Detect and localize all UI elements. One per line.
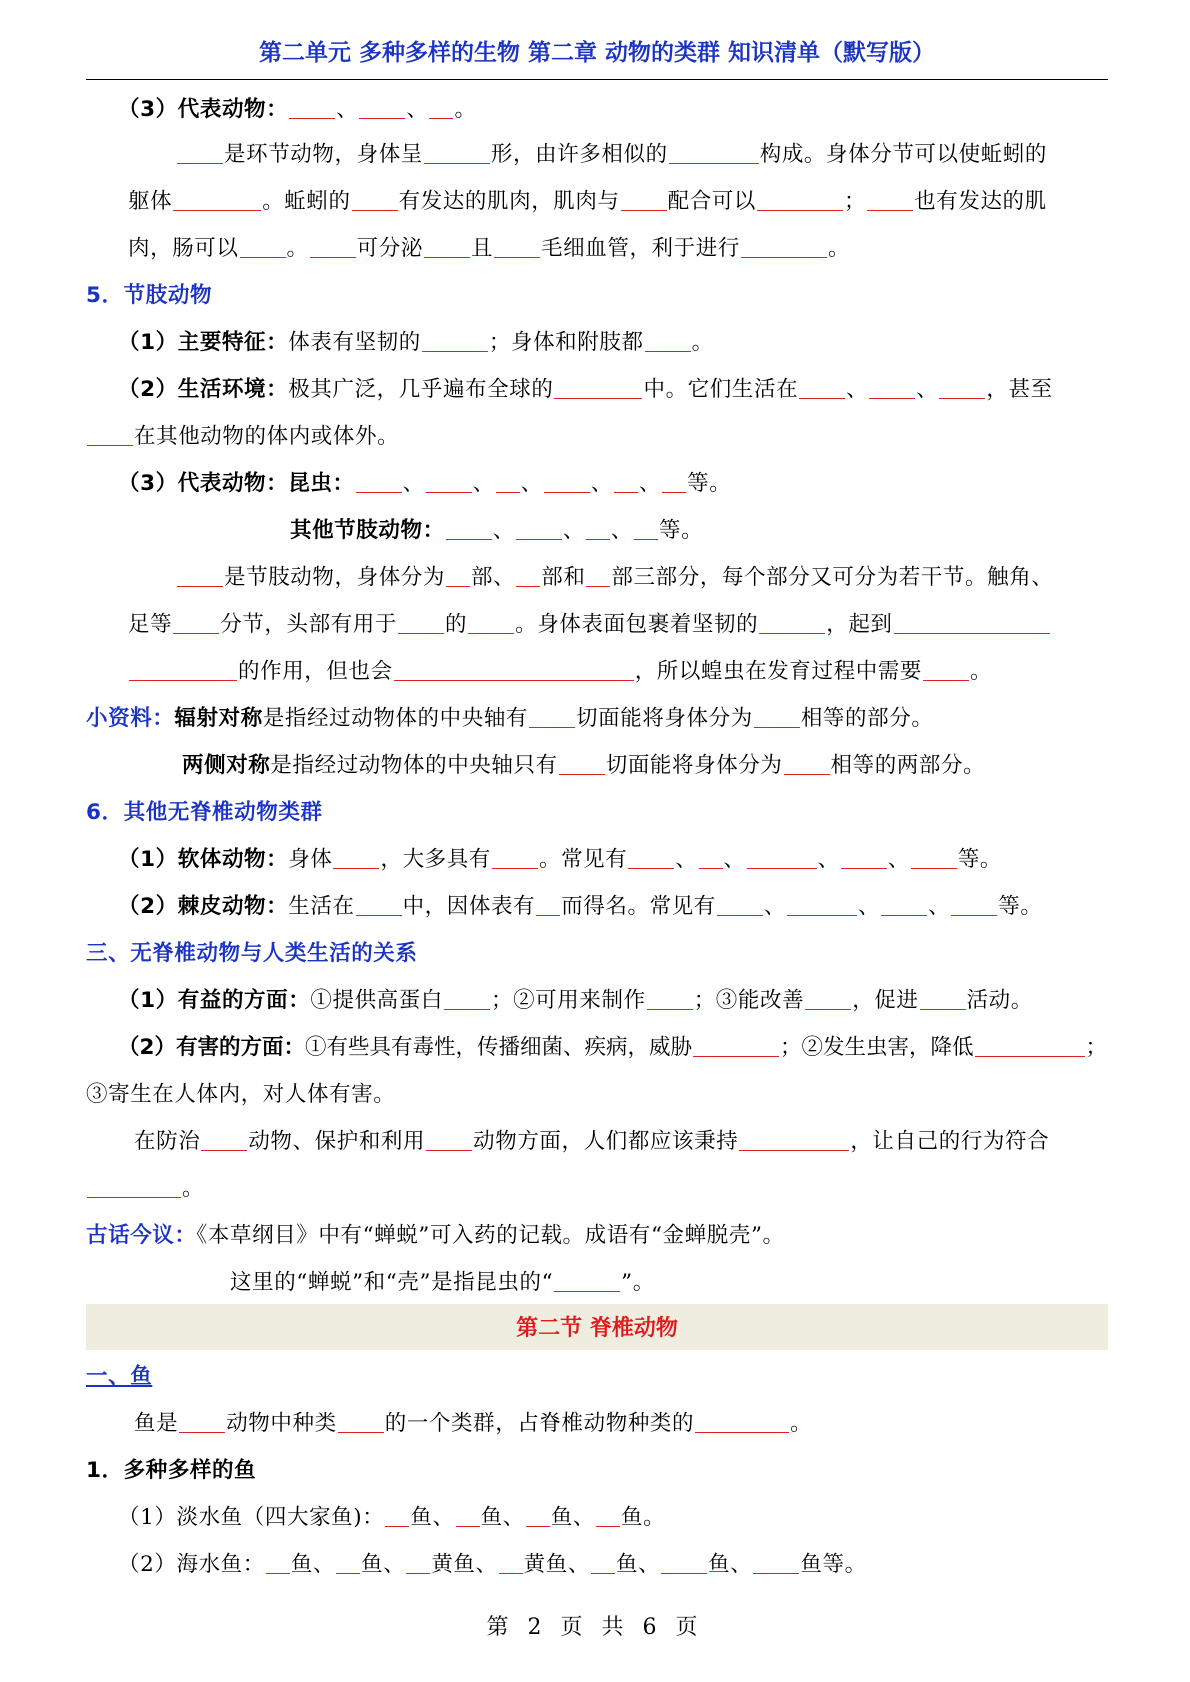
text-segment: 中，因体表有 xyxy=(402,894,536,919)
text-segment: 《本草纲目》中有“蝉蜕”可入药的记载。成语有“金蝉脱壳”。 xyxy=(196,1223,785,1248)
fill-in-blank[interactable] xyxy=(586,564,610,587)
fill-in-blank[interactable] xyxy=(628,846,674,869)
text-segment: （2）生活环境： xyxy=(118,377,289,402)
text-segment: 是指经过动物体的中央轴有 xyxy=(262,706,529,731)
text-segment: 切面能将身体分为 xyxy=(576,706,753,731)
line-other-arthropods xyxy=(290,515,703,547)
text-segment: 、 xyxy=(846,377,869,402)
fill-in-blank[interactable] xyxy=(289,96,335,119)
fill-in-blank[interactable] xyxy=(841,846,887,869)
text-segment: ； xyxy=(1085,1035,1108,1060)
text-segment: 、 xyxy=(520,471,543,496)
text-segment: 且 xyxy=(470,236,494,261)
fill-in-blank[interactable] xyxy=(356,470,402,493)
fill-in-blank[interactable] xyxy=(591,1551,615,1574)
text-segment: 在防治 xyxy=(134,1129,201,1154)
fill-in-blank[interactable] xyxy=(621,188,667,211)
fill-in-blank[interactable] xyxy=(554,1269,620,1292)
text-segment: 形，由许多相似的 xyxy=(490,142,668,167)
text-segment: 。 xyxy=(182,1176,205,1201)
text-segment: ；②可用来制作 xyxy=(490,988,646,1013)
line-earthworm-3 xyxy=(128,233,850,265)
text-segment: 。 xyxy=(286,236,309,261)
text-segment: 等。 xyxy=(659,518,704,543)
text-segment: （1）淡水鱼（四大家鱼)： xyxy=(118,1505,385,1530)
text-segment: 、 xyxy=(916,377,939,402)
section-relation-heading: 三、无脊椎动物与人类生活的关系 xyxy=(86,941,418,966)
fill-in-blank[interactable] xyxy=(424,141,490,164)
line-beneficial xyxy=(118,985,1033,1017)
text-segment: 等。 xyxy=(957,847,1003,872)
fill-in-blank[interactable] xyxy=(753,1551,799,1574)
fill-in-blank[interactable] xyxy=(669,141,759,164)
text-segment: 动物、保护和利用 xyxy=(248,1129,426,1154)
fill-in-blank[interactable] xyxy=(129,658,237,681)
text-segment: 其他节肢动物： xyxy=(290,518,445,543)
text-segment: 相等的两部分。 xyxy=(830,753,986,778)
line-fish-intro xyxy=(134,1408,812,1440)
fill-in-blank[interactable] xyxy=(444,987,490,1010)
text-segment: ； xyxy=(844,189,867,214)
text-segment: 。 xyxy=(790,1411,813,1436)
line-earthworm-representatives: （3）代表动物： 、 、 。 xyxy=(118,97,477,122)
fill-in-blank[interactable] xyxy=(645,329,691,352)
fill-in-blank[interactable] xyxy=(240,235,286,258)
fill-in-blank[interactable] xyxy=(446,564,470,587)
text-segment: 、 xyxy=(475,1552,498,1577)
text-segment: ；②发生虫害，降低 xyxy=(779,1035,974,1060)
text-segment: 部、 xyxy=(471,565,516,590)
fill-in-blank[interactable] xyxy=(799,376,845,399)
text-segment: 躯体 xyxy=(128,189,173,214)
line-earthworm-2 xyxy=(128,186,1047,218)
text-segment: 、 xyxy=(763,894,786,919)
page-footer: 第 2 页 共 6 页 xyxy=(486,1615,704,1640)
fill-in-blank[interactable] xyxy=(352,188,398,211)
text-segment: 、 xyxy=(928,894,951,919)
line-attitude-2 xyxy=(86,1173,204,1205)
text-segment: 、 xyxy=(590,471,613,496)
fill-in-blank[interactable] xyxy=(492,846,538,869)
text-segment: 、 xyxy=(610,518,634,543)
page-header-title: 第二单元 多种多样的生物 第二章 动物的类群 知识清单（默写版） xyxy=(258,40,936,66)
text-segment: （1）有益的方面： xyxy=(118,988,311,1013)
fill-in-blank[interactable] xyxy=(754,705,800,728)
text-segment: ”。 xyxy=(621,1270,655,1295)
line-attitude-1 xyxy=(134,1126,1049,1158)
text-segment: 的 xyxy=(445,612,468,637)
line-arthropod-habitat-2 xyxy=(86,421,399,453)
fill-in-blank[interactable] xyxy=(787,893,857,916)
fill-in-blank[interactable] xyxy=(911,846,957,869)
fill-in-blank[interactable] xyxy=(869,376,915,399)
text-segment: ，让自己的行为符合 xyxy=(850,1129,1050,1154)
fill-in-blank[interactable] xyxy=(499,1551,523,1574)
text-segment: 部和 xyxy=(541,565,586,590)
fill-in-blank[interactable] xyxy=(173,188,261,211)
fill-in-blank[interactable] xyxy=(939,376,985,399)
text-segment: 是环节动物，身体呈 xyxy=(224,142,423,167)
text-segment: 。身体表面包裹着坚韧的 xyxy=(515,612,759,637)
fill-in-blank[interactable] xyxy=(385,1504,409,1527)
text-segment: 、 xyxy=(432,1505,455,1530)
text-segment: 、 xyxy=(336,97,359,122)
line-harmful xyxy=(118,1032,1107,1064)
fill-in-blank[interactable] xyxy=(586,517,610,540)
fill-in-blank[interactable] xyxy=(596,1504,620,1527)
section-other-invertebrates-heading: 6．其他无脊椎动物类群 xyxy=(86,800,323,825)
text-segment: （3）代表动物： xyxy=(118,97,289,122)
text-segment: 鱼 xyxy=(361,1552,384,1577)
text-segment: 、 xyxy=(675,847,698,872)
text-segment: ①有些具有毒性，传播细菌、疾病，威胁 xyxy=(304,1035,692,1060)
line-earthworm-1 xyxy=(176,139,1047,171)
header-divider xyxy=(86,79,1108,80)
line-marine-fish xyxy=(118,1549,867,1581)
line-arthropod-features xyxy=(118,327,714,359)
fill-in-blank[interactable] xyxy=(179,1410,225,1433)
text-segment: 配合可以 xyxy=(667,189,757,214)
fill-in-blank[interactable] xyxy=(923,658,969,681)
line-ancient-saying xyxy=(86,1220,785,1252)
text-segment: （1）软体动物： xyxy=(118,847,289,872)
text-segment: 、 xyxy=(567,1552,590,1577)
text-segment: 是节肢动物，身体分为 xyxy=(224,565,446,590)
fill-in-blank[interactable] xyxy=(424,235,470,258)
text-segment: 鱼 xyxy=(550,1505,573,1530)
fill-in-blank[interactable] xyxy=(456,1504,480,1527)
fill-in-blank[interactable] xyxy=(544,470,590,493)
fill-in-blank[interactable] xyxy=(661,1551,707,1574)
text-segment: 、 xyxy=(639,471,662,496)
text-segment: 足等 xyxy=(128,612,173,637)
text-segment: 小资料： xyxy=(86,706,175,731)
text-segment: 、 xyxy=(887,847,910,872)
fill-in-blank[interactable] xyxy=(881,893,927,916)
fill-in-blank[interactable] xyxy=(394,658,634,681)
fill-in-blank[interactable] xyxy=(516,564,540,587)
text-segment: 、 xyxy=(402,471,425,496)
fill-in-blank[interactable] xyxy=(426,470,472,493)
fill-in-blank[interactable] xyxy=(422,329,488,352)
text-segment: 鱼是 xyxy=(134,1411,179,1436)
fill-in-blank[interactable] xyxy=(446,517,492,540)
text-segment: 构成。身体分节可以使蚯蚓的 xyxy=(759,142,1048,167)
line-ancient-saying-2 xyxy=(230,1267,655,1299)
fill-in-blank[interactable] xyxy=(266,1551,290,1574)
fill-in-blank[interactable] xyxy=(494,235,540,258)
fill-in-blank[interactable] xyxy=(975,1034,1085,1057)
text-segment: 是指经过动物体的中央轴只有 xyxy=(270,753,558,778)
text-segment: 鱼 xyxy=(290,1552,313,1577)
line-locust-3 xyxy=(128,656,992,688)
fill-in-blank[interactable] xyxy=(662,470,686,493)
line-harmful-2 xyxy=(86,1079,395,1111)
text-segment: 等。 xyxy=(998,894,1043,919)
fill-in-blank[interactable] xyxy=(894,611,1050,634)
text-segment: 、 xyxy=(723,847,746,872)
text-segment: 、 xyxy=(817,847,840,872)
fill-in-blank[interactable] xyxy=(177,141,223,164)
fill-in-blank[interactable] xyxy=(759,611,825,634)
text-segment: 动物方面，人们都应该秉持 xyxy=(473,1129,739,1154)
text-segment: 也有发达的肌 xyxy=(914,189,1047,214)
line-mollusks xyxy=(118,844,1002,876)
text-segment: ，甚至 xyxy=(986,377,1053,402)
line-locust-2 xyxy=(128,609,1051,641)
section-vertebrates-title: 第二节 脊椎动物 xyxy=(516,1316,678,1341)
fill-in-blank[interactable] xyxy=(496,470,520,493)
text-segment: 。 xyxy=(827,236,851,261)
text-segment: 鱼 xyxy=(708,1552,731,1577)
text-segment: 而得名。常见有 xyxy=(561,894,716,919)
text-segment: ，大多具有 xyxy=(380,847,491,872)
section-fish-heading: 一、鱼 xyxy=(86,1364,153,1389)
text-segment: ，促进 xyxy=(852,988,919,1013)
fill-in-blank[interactable] xyxy=(554,376,642,399)
text-segment: 等。 xyxy=(687,471,732,496)
text-segment: 切面能将身体分为 xyxy=(605,753,783,778)
text-segment: 生活在 xyxy=(288,894,355,919)
section-fish-variety-heading: 1．多种多样的鱼 xyxy=(86,1458,257,1483)
line-insect-representatives xyxy=(118,468,731,500)
text-segment: 鱼 xyxy=(615,1552,639,1577)
fill-in-blank[interactable] xyxy=(784,752,830,775)
text-segment: ，所以蝗虫在发育过程中需要 xyxy=(634,659,923,684)
line-info-bilateral xyxy=(182,750,985,782)
text-segment: 。 xyxy=(691,330,714,355)
text-segment: 鱼 xyxy=(410,1505,433,1530)
fill-in-blank[interactable] xyxy=(356,893,402,916)
fill-in-blank[interactable] xyxy=(920,987,966,1010)
text-segment: 极其广泛，几乎遍布全球的 xyxy=(288,377,554,402)
text-segment: 鱼等。 xyxy=(800,1552,867,1577)
text-segment: 分节，头部有用于 xyxy=(220,612,398,637)
fill-in-blank[interactable] xyxy=(699,846,723,869)
text-segment: （2）有害的方面： xyxy=(118,1035,305,1060)
line-echinoderms xyxy=(118,891,1042,923)
text-segment: 在其他动物的体内或体外。 xyxy=(134,424,400,449)
text-segment: 活动。 xyxy=(966,988,1033,1013)
text-segment: 、 xyxy=(492,518,515,543)
text-segment: 的一个类群，占脊椎动物种类的 xyxy=(384,1411,695,1436)
fill-in-blank[interactable] xyxy=(717,893,763,916)
text-segment: 肉，肠可以 xyxy=(128,236,239,261)
fill-in-blank[interactable] xyxy=(647,987,693,1010)
fill-in-blank[interactable] xyxy=(426,1128,472,1151)
fill-in-blank[interactable] xyxy=(951,893,997,916)
fill-in-blank[interactable] xyxy=(201,1128,247,1151)
fill-in-blank[interactable] xyxy=(559,752,605,775)
text-segment: 体表有坚韧的 xyxy=(288,330,421,355)
text-segment: 可分泌 xyxy=(356,236,423,261)
fill-in-blank[interactable] xyxy=(177,564,223,587)
fill-in-blank[interactable] xyxy=(634,517,658,540)
text-segment: （2）棘皮动物： xyxy=(118,894,289,919)
text-segment: 这里的“蝉蜕”和“壳”是指昆虫的“ xyxy=(230,1270,554,1295)
text-segment: 古话今议： xyxy=(86,1223,197,1248)
line-freshwater-fish xyxy=(118,1502,665,1534)
text-segment: ③寄生在人体内，对人体有害。 xyxy=(86,1082,396,1107)
text-segment: 、 xyxy=(313,1552,336,1577)
fill-in-blank[interactable] xyxy=(468,611,514,634)
text-segment: ，起到 xyxy=(826,612,893,637)
fill-in-blank[interactable] xyxy=(87,1175,181,1198)
line-locust-1 xyxy=(176,562,1053,594)
text-segment: 中。它们生活在 xyxy=(643,377,799,402)
text-segment: 。蚯蚓的 xyxy=(262,189,351,214)
fill-in-blank[interactable] xyxy=(526,1504,550,1527)
text-segment: 部三部分，每个部分又可分为若干节。触角、 xyxy=(611,565,1054,590)
text-segment: 、 xyxy=(858,894,881,919)
text-segment: 的作用，但也会 xyxy=(238,659,393,684)
fill-in-blank[interactable] xyxy=(693,1034,779,1057)
fill-in-blank[interactable] xyxy=(614,470,638,493)
text-segment: 有发达的肌肉，肌肉与 xyxy=(398,189,620,214)
text-segment: 、 xyxy=(730,1552,753,1577)
text-segment: 、 xyxy=(406,97,429,122)
section-arthropods-heading: 5．节肢动物 xyxy=(86,283,213,308)
text-segment: 相等的部分。 xyxy=(800,706,934,731)
fill-in-blank[interactable] xyxy=(338,1410,384,1433)
fill-in-blank[interactable] xyxy=(529,705,575,728)
text-segment: 鱼。 xyxy=(621,1505,666,1530)
fill-in-blank[interactable] xyxy=(695,1410,789,1433)
text-segment: ；身体和附肢都 xyxy=(488,330,644,355)
fill-in-blank[interactable] xyxy=(87,423,133,446)
text-segment: （1）主要特征： xyxy=(118,330,289,355)
text-segment: （2）海水鱼： xyxy=(118,1552,265,1577)
fill-in-blank[interactable] xyxy=(310,235,356,258)
text-segment: 黄鱼 xyxy=(523,1552,568,1577)
text-segment: 、 xyxy=(383,1552,406,1577)
fill-in-blank[interactable] xyxy=(739,1128,849,1151)
text-segment: 、 xyxy=(472,471,495,496)
fill-in-blank[interactable] xyxy=(333,846,379,869)
fill-in-blank[interactable] xyxy=(741,235,827,258)
text-segment: 、 xyxy=(638,1552,661,1577)
text-segment: ①提供高蛋白 xyxy=(310,988,443,1013)
fill-in-blank[interactable] xyxy=(747,846,817,869)
text-segment: ；③能改善 xyxy=(693,988,805,1013)
text-segment: 、 xyxy=(562,518,585,543)
fill-in-blank[interactable] xyxy=(536,893,560,916)
fill-in-blank[interactable] xyxy=(516,517,562,540)
line-arthropod-habitat xyxy=(118,374,1053,406)
fill-in-blank[interactable] xyxy=(429,96,453,119)
text-segment: 毛细血管，利于进行 xyxy=(541,236,740,261)
line-info-radial xyxy=(86,703,933,735)
fill-in-blank[interactable] xyxy=(757,188,843,211)
text-segment: 两侧对称 xyxy=(182,753,271,778)
text-segment: 动物中种类 xyxy=(226,1411,337,1436)
text-segment: 黄鱼 xyxy=(431,1552,476,1577)
fill-in-blank[interactable] xyxy=(406,1551,430,1574)
fill-in-blank[interactable] xyxy=(867,188,913,211)
text-segment: 鱼 xyxy=(480,1505,503,1530)
fill-in-blank[interactable] xyxy=(173,611,219,634)
text-segment: 身体 xyxy=(288,847,333,872)
fill-in-blank[interactable] xyxy=(336,1551,360,1574)
text-segment: （3）代表动物：昆虫： xyxy=(118,471,355,496)
text-segment: 。 xyxy=(970,659,993,684)
fill-in-blank[interactable] xyxy=(805,987,851,1010)
text-segment: 辐射对称 xyxy=(174,706,263,731)
text-segment: 。常见有 xyxy=(538,847,628,872)
text-segment: 、 xyxy=(502,1505,525,1530)
fill-in-blank[interactable] xyxy=(359,96,405,119)
fill-in-blank[interactable] xyxy=(398,611,444,634)
text-segment: 、 xyxy=(572,1505,596,1530)
